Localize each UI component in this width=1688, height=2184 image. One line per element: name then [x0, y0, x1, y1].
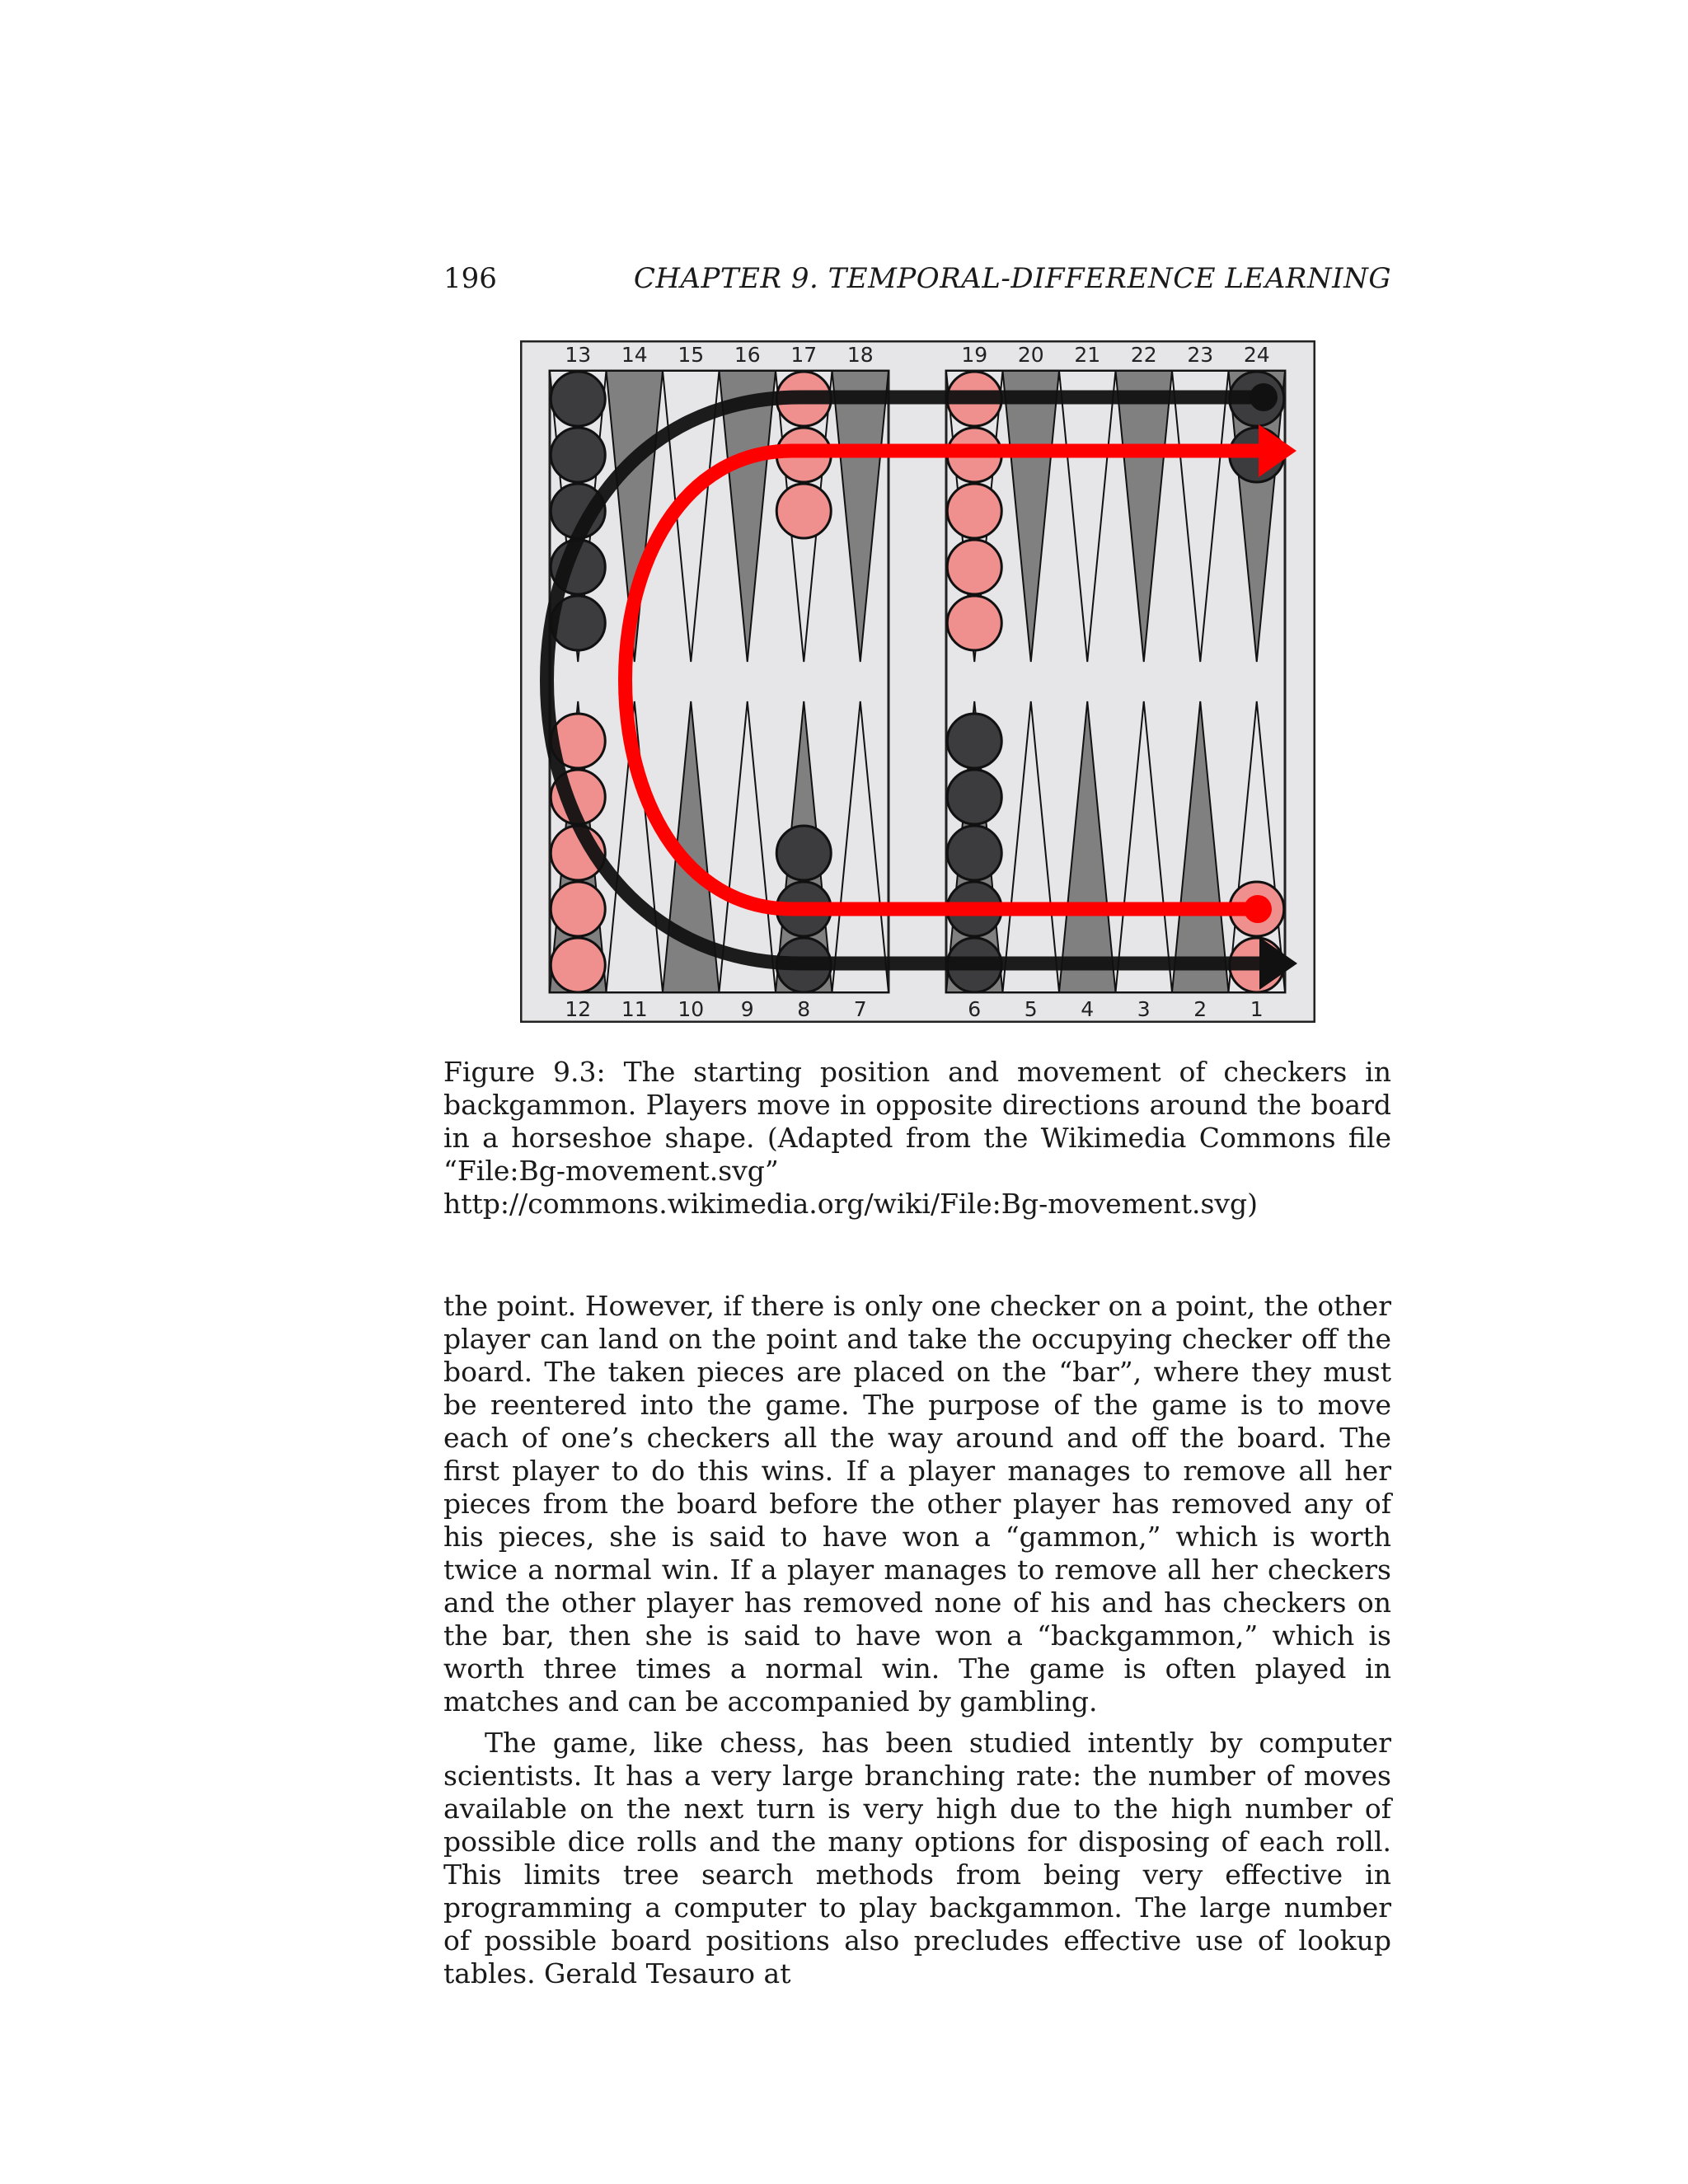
point-label: 8 [797, 997, 811, 1021]
figure-caption [443, 1056, 1391, 1221]
dark-checker [551, 428, 605, 482]
point-label: 20 [1017, 343, 1044, 367]
point-label: 21 [1074, 343, 1101, 367]
point-label: 23 [1187, 343, 1214, 367]
point-label: 12 [565, 997, 592, 1021]
light-checker [551, 882, 605, 936]
point-label: 1 [1250, 997, 1264, 1021]
dark-checker [776, 826, 831, 880]
page-header [443, 262, 1391, 303]
paragraph: The game, like chess, has been studied intently by computer scientists. It has a very large branching rate: the number of moves available on the next turn is very high due to the high number of possible dice rolls and the many options for disposing of each roll. This limits tree search methods from being very effective in programming a computer to play backgammon. The large number of possible board positions also precludes effective use of lookup tables. Gerald Tesauro at [443, 1727, 1391, 1990]
point-label: 7 [853, 997, 867, 1021]
dark-checker [947, 826, 1001, 880]
point-label: 19 [961, 343, 988, 367]
dark-checker [947, 714, 1001, 768]
red-path-start [1244, 895, 1272, 923]
figure-label: Figure 9.3: [443, 1056, 606, 1088]
point-label: 5 [1024, 997, 1038, 1021]
point-label: 4 [1081, 997, 1095, 1021]
point-label: 6 [968, 997, 982, 1021]
point-label: 9 [740, 997, 754, 1021]
black-path-start [1250, 383, 1278, 411]
body-text [443, 1290, 1391, 1999]
point-label: 10 [678, 997, 705, 1021]
running-head: CHAPTER 9. TEMPORAL-DIFFERENCE LEARNING [633, 262, 1391, 295]
dark-checker [947, 770, 1001, 824]
point-label: 11 [621, 997, 648, 1021]
point-label: 3 [1137, 997, 1151, 1021]
point-label: 18 [846, 343, 874, 367]
point-label: 22 [1130, 343, 1157, 367]
paragraph: the point. However, if there is only one checker on a point, the other player can land on the point and take the occupying checker off the board. The taken pieces are placed on the “bar”, where they must be reentered into the game. The purpose of the game is to move each of one’s checkers all the way around and off the board. The first player to do this wins. If a player manages to remove all her pieces from the board before the other player has removed any of his pieces, she is said to have won a “gammon,” which is worth twice a normal win. If a player manages to remove all her checkers and the other player has removed none of his and has checkers on the bar, then she is said to have won a “backgammon,” which is worth three times a normal win. The game is often played in matches and can be accompanied by gambling. [443, 1290, 1391, 1718]
point-label: 14 [621, 343, 648, 367]
backgammon-board [520, 340, 1315, 1023]
point-label: 24 [1243, 343, 1270, 367]
point-label: 2 [1193, 997, 1207, 1021]
dark-checker [551, 372, 605, 426]
light-checker [776, 484, 831, 538]
backgammon-figure [520, 340, 1315, 1023]
light-checker [551, 938, 605, 992]
light-checker [947, 596, 1001, 650]
point-label: 17 [790, 343, 818, 367]
caption-text: The starting position and movement of checkers in backgammon. Players move in opposite directions around the board in a horseshoe shape. (Adapted from the Wikimedia Commons file “File:Bg-movement.svg” http://commons.wikimedia.org/wiki/File:Bg-movement.svg) [443, 1056, 1391, 1220]
point-label: 15 [678, 343, 705, 367]
light-checker [947, 540, 1001, 594]
light-checker [947, 484, 1001, 538]
point-label: 13 [565, 343, 592, 367]
page-number: 196 [443, 262, 497, 295]
point-label: 16 [734, 343, 761, 367]
